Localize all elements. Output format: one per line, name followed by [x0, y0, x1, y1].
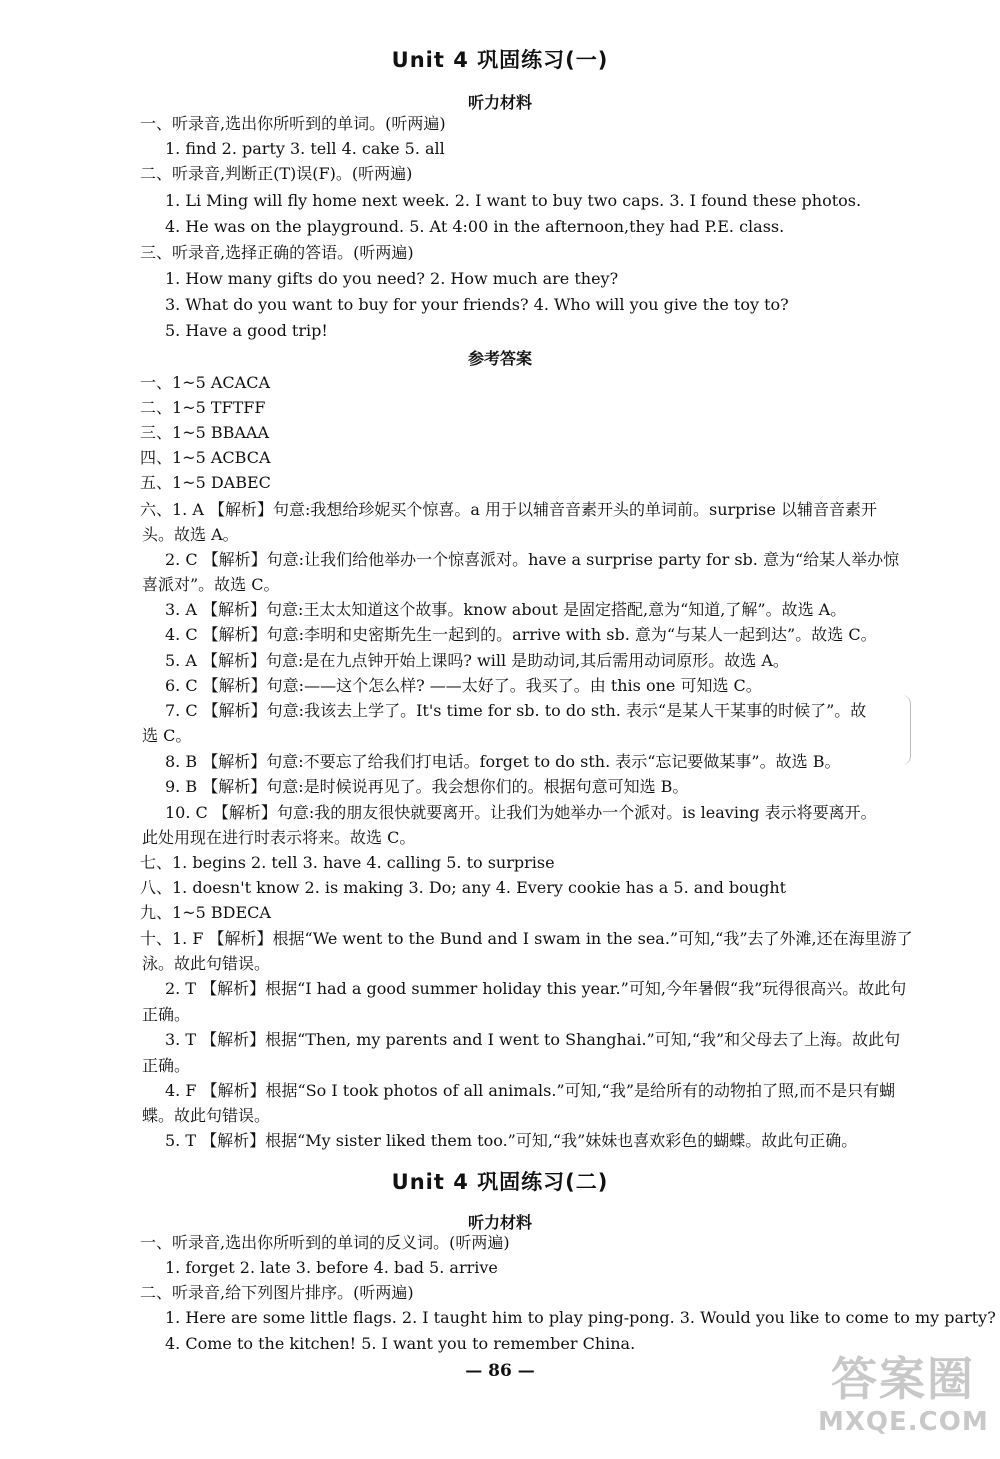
- listening-line: 1. Li Ming will fly home next week. 2. I want to buy two caps. 3. I found these photos.: [165, 191, 862, 210]
- answer-line: 选 C。: [142, 726, 192, 745]
- answer-line: 2. C 【解析】句意:让我们给他举办一个惊喜派对。have a surprise party for sb. 意为“给某人举办惊: [165, 550, 900, 569]
- watermark-chars: 答案圈: [831, 1352, 975, 1406]
- answer-line: 3. A 【解析】句意:王太太知道这个故事。know about 是固定搭配,意为“知道,了解”。故选 A。: [165, 600, 847, 619]
- watermark-url: MXQE.COM: [818, 1407, 989, 1437]
- answer-line: 二、1~5 TFTFF: [140, 398, 266, 417]
- listening-line: 1. forget 2. late 3. before 4. bad 5. arrive: [165, 1258, 498, 1277]
- answer-line: 2. T 【解析】根据“I had a good summer holiday this year.”可知,今年暑假“我”玩得很高兴。故此句: [165, 979, 907, 998]
- answer-line: 三、1~5 BBAAA: [140, 423, 270, 442]
- listening-line: 1. How many gifts do you need? 2. How much are they?: [165, 269, 619, 288]
- answer-line: 5. A 【解析】句意:是在九点钟开始上课吗? will 是助动词,其后需用动词原形。故选 A。: [165, 651, 789, 670]
- answer-line: 正确。: [142, 1056, 191, 1075]
- unit2-listening-heading: 听力材料: [467, 1213, 532, 1232]
- unit1-listening-heading: 听力材料: [467, 93, 532, 112]
- listening-line: 4. He was on the playground. 5. At 4:00 in the afternoon,they had P.E. class.: [165, 217, 785, 236]
- answer-line: 八、1. doesn't know 2. is making 3. Do; any 4. Every cookie has a 5. and bought: [140, 878, 787, 897]
- answer-line: 喜派对”。故选 C。: [142, 575, 280, 594]
- unit2-title: Unit 4 巩固练习(二): [391, 1170, 609, 1194]
- answer-line: 十、1. F 【解析】根据“We went to the Bund and I swam in the sea.”可知,“我”去了外滩,还在海里游了: [140, 929, 913, 948]
- answer-line: 头。故选 A。: [142, 525, 239, 544]
- answer-line: 9. B 【解析】句意:是时候说再见了。我会想你们的。根据句意可知选 B。: [165, 777, 689, 796]
- listening-line: 1. Here are some little flags. 2. I taught him to play ping-pong. 3. Would you like to come to my party?: [165, 1308, 996, 1327]
- listening-line: 4. Come to the kitchen! 5. I want you to remember China.: [165, 1334, 636, 1353]
- listening-line: 三、听录音,选择正确的答语。(听两遍): [140, 243, 414, 262]
- unit1-answers-heading: 参考答案: [467, 349, 532, 368]
- answer-line: 3. T 【解析】根据“Then, my parents and I went to Shanghai.”可知,“我”和父母去了上海。故此句: [165, 1030, 901, 1049]
- answer-line: 5. T 【解析】根据“My sister liked them too.”可知,“我”妹妹也喜欢彩色的蝴蝶。故此句正确。: [165, 1131, 858, 1150]
- listening-line: 1. find 2. party 3. tell 4. cake 5. all: [165, 139, 445, 158]
- answer-line: 九、1~5 BDECA: [140, 903, 271, 922]
- listening-line: 3. What do you want to buy for your friends? 4. Who will you give the toy to?: [165, 295, 789, 314]
- listening-line: 二、听录音,给下列图片排序。(听两遍): [140, 1283, 414, 1302]
- listening-line: 一、听录音,选出你所听到的单词的反义词。(听两遍): [140, 1233, 510, 1252]
- answer-line: 泳。故此句错误。: [142, 954, 271, 973]
- listening-line: 5. Have a good trip!: [165, 321, 328, 340]
- answer-line: 蝶。故此句错误。: [142, 1106, 271, 1125]
- answer-line: 正确。: [142, 1005, 191, 1024]
- answer-line: 此处用现在进行时表示将来。故选 C。: [142, 828, 416, 847]
- answer-line: 4. F 【解析】根据“So I took photos of all animals.”可知,“我”是给所有的动物拍了照,而不是只有蝴: [165, 1081, 896, 1100]
- listening-line: 二、听录音,判断正(T)误(F)。(听两遍): [140, 164, 413, 183]
- margin-pen-mark: [902, 695, 911, 765]
- answer-line: 六、1. A 【解析】句意:我想给珍妮买个惊喜。a 用于以辅音音素开头的单词前。surprise 以辅音音素开: [140, 500, 877, 519]
- page-number: — 86 —: [465, 1361, 535, 1381]
- answer-line: 四、1~5 ACBCA: [140, 448, 271, 467]
- answer-line: 7. C 【解析】句意:我该去上学了。It's time for sb. to do sth. 表示“是某人干某事的时候了”。故: [165, 701, 867, 720]
- answer-line: 七、1. begins 2. tell 3. have 4. calling 5. to surprise: [140, 853, 555, 872]
- answer-line: 6. C 【解析】句意:——这个怎么样? ——太好了。我买了。由 this one 可知选 C。: [165, 676, 762, 695]
- answer-line: 五、1~5 DABEC: [140, 473, 271, 492]
- answer-line: 4. C 【解析】句意:李明和史密斯先生一起到的。arrive with sb. 意为“与某人一起到达”。故选 C。: [165, 625, 877, 644]
- answer-line: 8. B 【解析】句意:不要忘了给我们打电话。forget to do sth. 表示“忘记要做某事”。故选 B。: [165, 752, 841, 771]
- watermark-logo: [818, 1351, 988, 1451]
- listening-line: 一、听录音,选出你所听到的单词。(听两遍): [140, 114, 446, 133]
- answer-line: 10. C 【解析】句意:我的朋友很快就要离开。让我们为她举办一个派对。is leaving 表示将要离开。: [165, 803, 877, 822]
- answer-line: 一、1~5 ACACA: [140, 373, 271, 392]
- unit1-title: Unit 4 巩固练习(一): [391, 48, 609, 72]
